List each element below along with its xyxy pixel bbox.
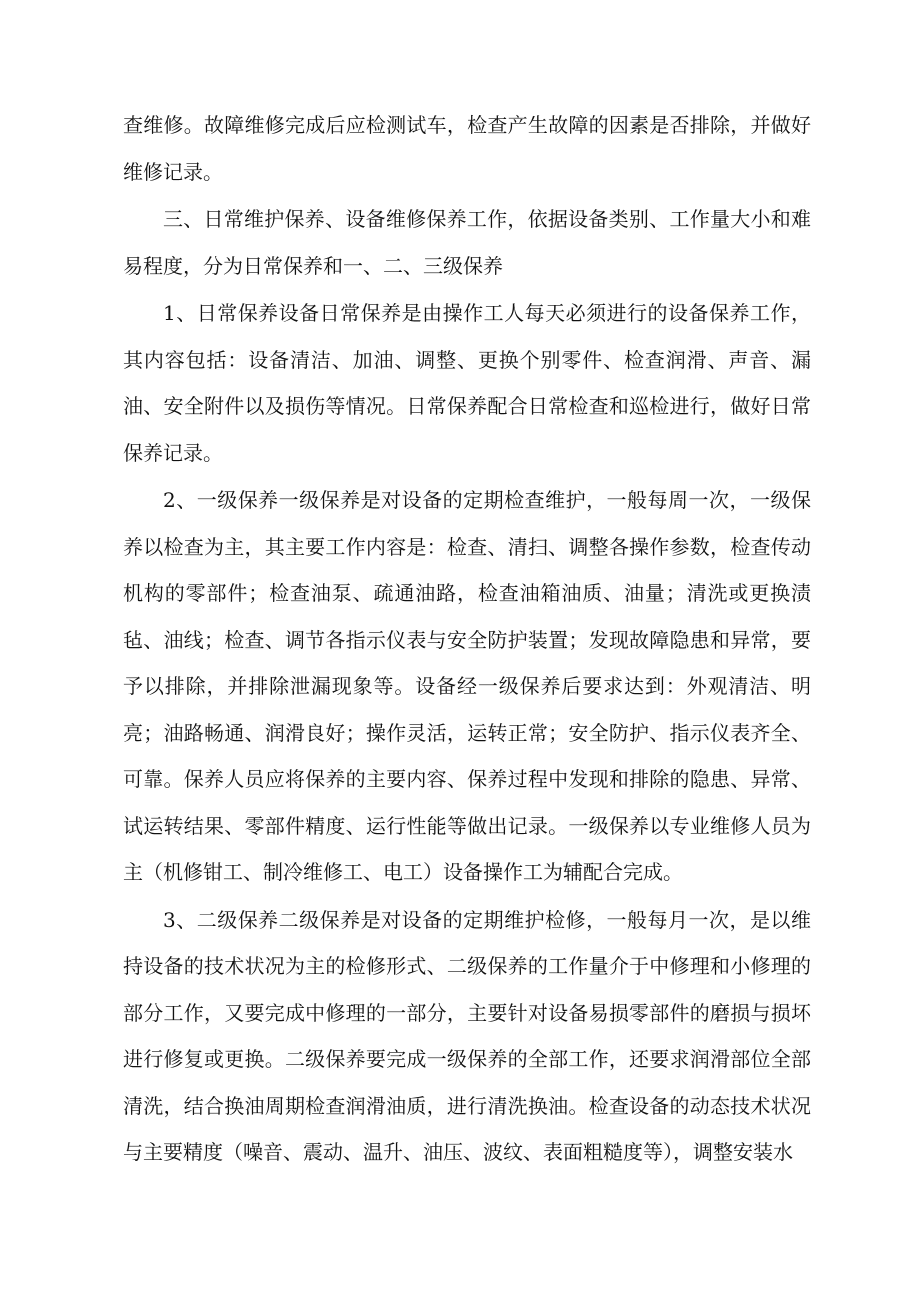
paragraph-continuation: 查维修。故障维修完成后应检测试车，检查产生故障的因素是否排除，并做好维修记录。 bbox=[123, 113, 811, 184]
paragraph-first-level-maintenance: 2、一级保养一级保养是对设备的定期检查维护，一般每周一次，一级保养以检查为主，其主要工作内容是：检查、清扫、调整各操作参数，检查传动机构的零部件；检查油泵、疏通油路，检查油箱油质、油量；清洗或更换渍毡、油线；检查、调节各指示仪表与安全防护装置；发现故障隐患和异常，要予以排除，并排除泄漏现象等。设备经一级保养后要求达到：外观清洁、明亮；油路畅通、润滑良好；操作灵活，运转正常；安全防护、指示仪表齐全、可靠。保养人员应将保养的主要内容、保养过程中发现和排除的隐患、异常、试运转结果、零部件精度、运行性能等做出记录。一级保养以专业维修人员为主（机修钳工、制冷维修工、电工）设备操作工为辅配合完成。 bbox=[123, 488, 811, 884]
paragraph-daily-maintenance: 1、日常保养设备日常保养是由操作工人每天必须进行的设备保养工作，其内容包括：设备清洁、加油、调整、更换个别零件、检查润滑、声音、漏油、安全附件以及损伤等情况。日常保养配合日常检查和巡检进行，做好日常保养记录。 bbox=[123, 301, 811, 465]
paragraph-section-three: 三、日常维护保养、设备维修保养工作，依据设备类别、工作量大小和难易程度，分为日常保养和一、二、三级保养 bbox=[123, 207, 811, 278]
paragraph-second-level-maintenance: 3、二级保养二级保养是对设备的定期维护检修，一般每月一次，是以维持设备的技术状况为主的检修形式、二级保养的工作量介于中修理和小修理的部分工作，又要完成中修理的一部分，主要针对设备易损零部件的磨损与损坏进行修复或更换。二级保养要完成一级保养的全部工作，还要求润滑部位全部清洗，结合换油周期检查润滑油质，进行清洗换油。检查设备的动态技术状况与主要精度（噪音、震动、温升、油压、波纹、表面粗糙度等），调整安装水 bbox=[123, 907, 811, 1164]
document-body bbox=[123, 102, 811, 1176]
